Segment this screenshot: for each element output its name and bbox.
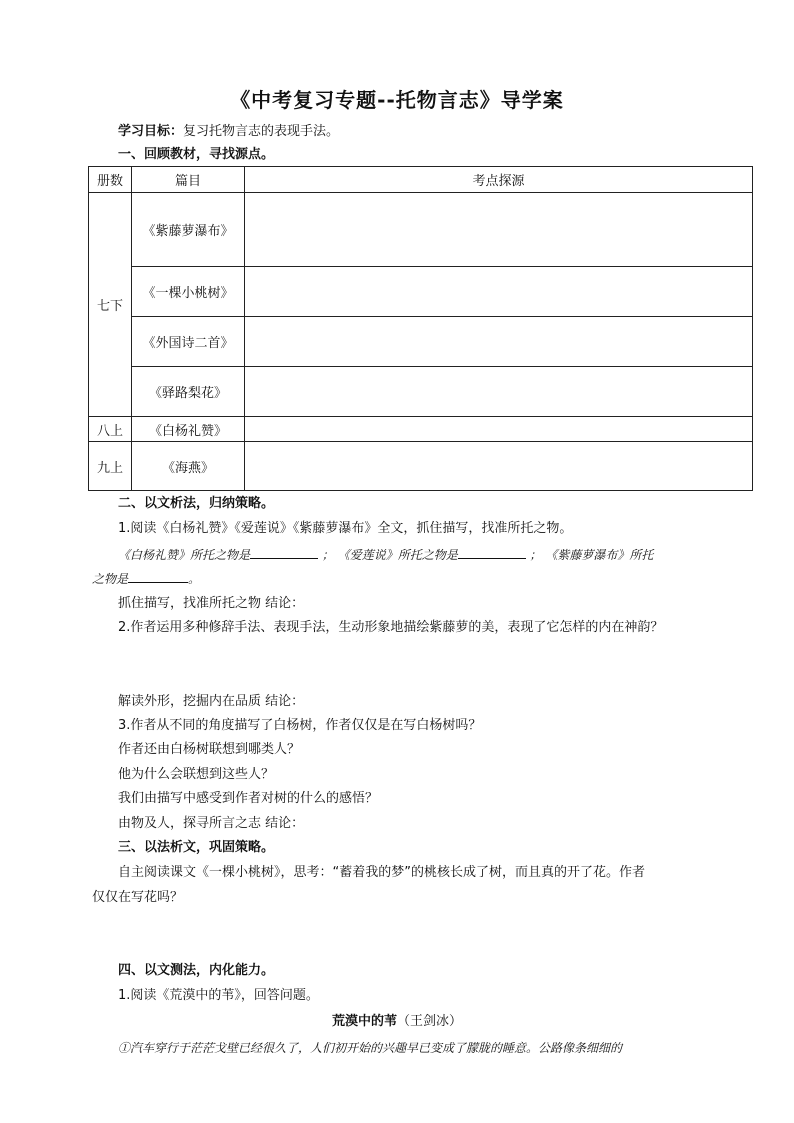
answer-cell[interactable] [245,442,753,491]
objective-label: 学习目标： [118,124,184,139]
conclusion-3: 由物及人，探寻所言之志 结论： [118,816,305,831]
fill-in-line-2 [92,570,200,587]
fill-blank[interactable] [250,546,318,559]
section2-question-1: 1.阅读《白杨礼赞》《爱莲说》《紫藤萝瀑布》全文，抓住描写，找准所托之物。 [118,521,573,536]
section2-question-3c: 我们由描写中感受到作者对树的什么的感悟？ [118,791,379,806]
section3-text-2: 仅仅在写花吗？ [92,890,184,905]
objective-text: 复习托物言志的表现手法。 [183,124,340,139]
source-table [88,166,753,491]
section2-question-3a: 作者还由白杨树联想到哪类人？ [118,742,301,757]
article-heading [0,1014,794,1030]
section2-question-2: 2.作者运用多种修辞手法、表现手法，生动形象地描绘紫藤萝的美，表现了它怎样的内在神韵？ [118,620,664,635]
table-header-row [89,167,753,193]
chapter-cell: 《白杨礼赞》 [132,417,245,442]
header-volume: 册数 [89,167,132,193]
chapter-cell: 《紫藤萝瀑布》 [132,193,245,267]
header-chapter: 篇目 [132,167,245,193]
table-row [89,267,753,317]
chapter-cell: 《一棵小桃树》 [132,267,245,317]
table-row [89,367,753,417]
article-title: 荒漠中的苇 [331,1014,397,1029]
answer-cell[interactable] [245,317,753,367]
fill-end: 。 [188,572,201,586]
volume-cell: 七下 [89,193,132,417]
fill-prompt-ziteng: 《紫藤萝瀑布》所托 [545,548,654,562]
header-exam-source: 考点探源 [245,167,753,193]
learning-objective [118,124,339,140]
volume-cell: 八上 [89,417,132,442]
answer-cell[interactable] [245,367,753,417]
section1-heading: 一、回顾教材，寻找源点。 [118,147,275,162]
conclusion-1: 抓住描写，找准所托之物 结论： [118,596,305,611]
fill-blank[interactable] [128,570,188,583]
table-row [89,417,753,442]
answer-cell[interactable] [245,193,753,267]
table-row [89,193,753,267]
section4-question-1: 1.阅读《荒漠中的苇》，回答问题。 [118,988,319,1003]
fill-in-line-1 [118,546,653,563]
chapter-cell: 《驿路梨花》 [132,367,245,417]
table-row [89,442,753,491]
fill-prompt-ailian: 《爱莲说》所托之物是 [337,548,458,562]
chapter-cell: 《外国诗二首》 [132,317,245,367]
section2-heading: 二、以文析法，归纳策略。 [118,496,275,511]
section3-heading: 三、以法析文，巩固策略。 [118,840,275,855]
chapter-cell: 《海燕》 [132,442,245,491]
answer-cell[interactable] [245,417,753,442]
conclusion-2: 解读外形，挖掘内在品质 结论： [118,694,305,709]
fill-separator: ； [529,548,542,562]
page-title: 《中考复习专题--托物言志》导学案 [230,88,564,112]
article-paragraph-1: ①汽车穿行于茫茫戈壁已经很久了，人们初开始的兴趣早已变成了朦胧的睡意。公路像条细细的 [118,1041,623,1055]
table-row [89,317,753,367]
fill-prompt-ziteng-cont: 之物是 [92,572,129,586]
fill-blank[interactable] [458,546,526,559]
volume-cell: 九上 [89,442,132,491]
section3-text-1: 自主阅读课文《一棵小桃树》，思考：“蓄着我的梦”的桃核长成了树，而且真的开了花。作者 [118,865,645,880]
section2-question-3b: 他为什么会联想到这些人？ [118,767,275,782]
section2-question-3: 3.作者从不同的角度描写了白杨树，作者仅仅是在写白杨树吗？ [118,718,482,733]
section4-heading: 四、以文测法，内化能力。 [118,963,275,978]
answer-cell[interactable] [245,267,753,317]
fill-prompt-baiyang: 《白杨礼赞》所托之物是 [118,548,251,562]
article-author: （王剑冰） [397,1014,463,1029]
fill-separator: ； [321,548,334,562]
